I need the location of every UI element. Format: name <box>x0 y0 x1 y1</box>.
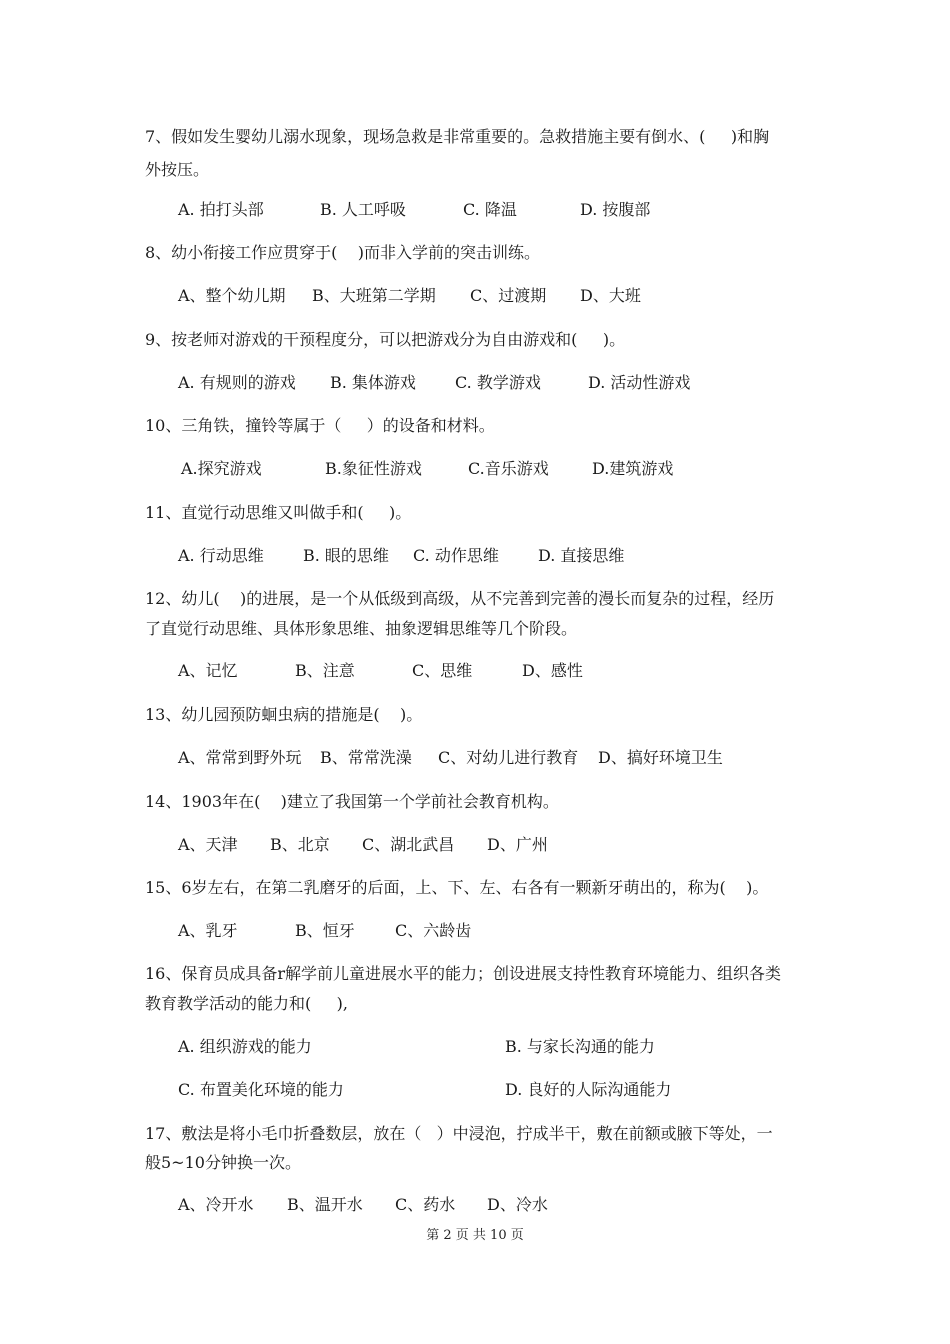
question-14-option-d: D、广州 <box>487 835 548 854</box>
question-17-option-d: D、冷水 <box>487 1195 548 1214</box>
question-8-line-1: 8、幼小衔接工作应贯穿于( )而非入学前的突击训练。 <box>145 243 541 262</box>
question-10-option-d: D.建筑游戏 <box>592 459 674 478</box>
question-15-option-a: A、乳牙 <box>178 921 238 940</box>
question-17-line-2: 般5~10分钟换一次。 <box>145 1153 301 1172</box>
question-15-option-b: B、恒牙 <box>295 921 355 940</box>
question-16-line-1: 16、保育员成具备r解学前儿童进展水平的能力；创设进展支持性教育环境能力、组织各类 <box>145 964 782 983</box>
question-7-option-c: C. 降温 <box>463 200 517 219</box>
question-8-option-d: D、大班 <box>580 286 641 305</box>
question-13-option-c: C、对幼儿进行教育 <box>438 748 579 767</box>
question-13-line-1: 13、幼儿园预防蛔虫病的措施是( )。 <box>145 705 423 724</box>
question-12-option-b: B、注意 <box>295 661 355 680</box>
question-16-option-d: D. 良好的人际沟通能力 <box>505 1080 672 1099</box>
question-8-option-c: C、过渡期 <box>470 286 547 305</box>
question-11-option-b: B. 眼的思维 <box>303 546 389 565</box>
question-11-option-d: D. 直接思维 <box>538 546 625 565</box>
page-number-footer: 第 2 页 共 10 页 <box>426 1228 524 1243</box>
question-15-line-1: 15、6岁左右，在第二乳磨牙的后面，上、下、左、右各有一颗新牙萌出的，称为( )。 <box>145 878 769 897</box>
question-14-option-a: A、天津 <box>178 835 238 854</box>
question-12-line-2: 了直觉行动思维、具体形象思维、抽象逻辑思维等几个阶段。 <box>145 619 578 638</box>
question-9-option-d: D. 活动性游戏 <box>588 373 691 392</box>
question-7-option-d: D. 按腹部 <box>580 200 651 219</box>
question-14-line-1: 14、1903年在( )建立了我国第一个学前社会教育机构。 <box>145 792 559 811</box>
question-14-option-b: B、北京 <box>270 835 330 854</box>
question-13-option-d: D、搞好环境卫生 <box>598 748 723 767</box>
question-7-line-1: 7、假如发生婴幼儿溺水现象，现场急救是非常重要的。急救措施主要有倒水、( )和胸 <box>145 127 770 146</box>
question-10-option-a: A.探究游戏 <box>181 459 262 478</box>
question-13-option-b: B、常常洗澡 <box>320 748 412 767</box>
question-8-option-a: A、整个幼儿期 <box>178 286 286 305</box>
question-10-option-b: B.象征性游戏 <box>325 459 422 478</box>
question-14-option-c: C、湖北武昌 <box>362 835 455 854</box>
question-9-line-1: 9、按老师对游戏的干预程度分，可以把游戏分为自由游戏和( )。 <box>145 330 626 349</box>
question-10-option-c: C.音乐游戏 <box>468 459 549 478</box>
question-11-option-a: A. 行动思维 <box>178 546 264 565</box>
question-7-option-a: A. 拍打头部 <box>178 200 264 219</box>
question-11-line-1: 11、直觉行动思维又叫做手和( )。 <box>145 503 412 522</box>
question-12-option-a: A、记忆 <box>178 661 238 680</box>
question-8-option-b: B、大班第二学期 <box>312 286 436 305</box>
question-7-option-b: B. 人工呼吸 <box>320 200 406 219</box>
question-17-option-a: A、冷开水 <box>178 1195 254 1214</box>
question-11-option-c: C. 动作思维 <box>413 546 499 565</box>
question-17-line-1: 17、敷法是将小毛巾折叠数层，放在（ ）中浸泡，拧成半干，敷在前额或腋下等处，一 <box>145 1124 773 1143</box>
question-9-option-b: B. 集体游戏 <box>330 373 416 392</box>
question-12-option-d: D、感性 <box>522 661 583 680</box>
question-16-line-2: 教育教学活动的能力和( ), <box>145 994 349 1013</box>
question-13-option-a: A、常常到野外玩 <box>178 748 302 767</box>
question-9-option-a: A. 有规则的游戏 <box>178 373 296 392</box>
question-9-option-c: C. 教学游戏 <box>455 373 541 392</box>
question-17-option-c: C、药水 <box>395 1195 456 1214</box>
question-16-option-a: A. 组织游戏的能力 <box>178 1037 312 1056</box>
question-16-option-c: C. 布置美化环境的能力 <box>178 1080 344 1099</box>
question-15-option-c: C、六龄齿 <box>395 921 472 940</box>
question-12-option-c: C、思维 <box>412 661 473 680</box>
question-17-option-b: B、温开水 <box>287 1195 363 1214</box>
question-7-line-2: 外按压。 <box>145 160 210 179</box>
question-16-option-b: B. 与家长沟通的能力 <box>505 1037 655 1056</box>
question-12-line-1: 12、幼儿( )的进展，是一个从低级到高级，从不完善到完善的漫长而复杂的过程，经历 <box>145 589 775 608</box>
question-10-line-1: 10、三角铁，撞铃等属于（ ）的设备和材料。 <box>145 416 495 435</box>
